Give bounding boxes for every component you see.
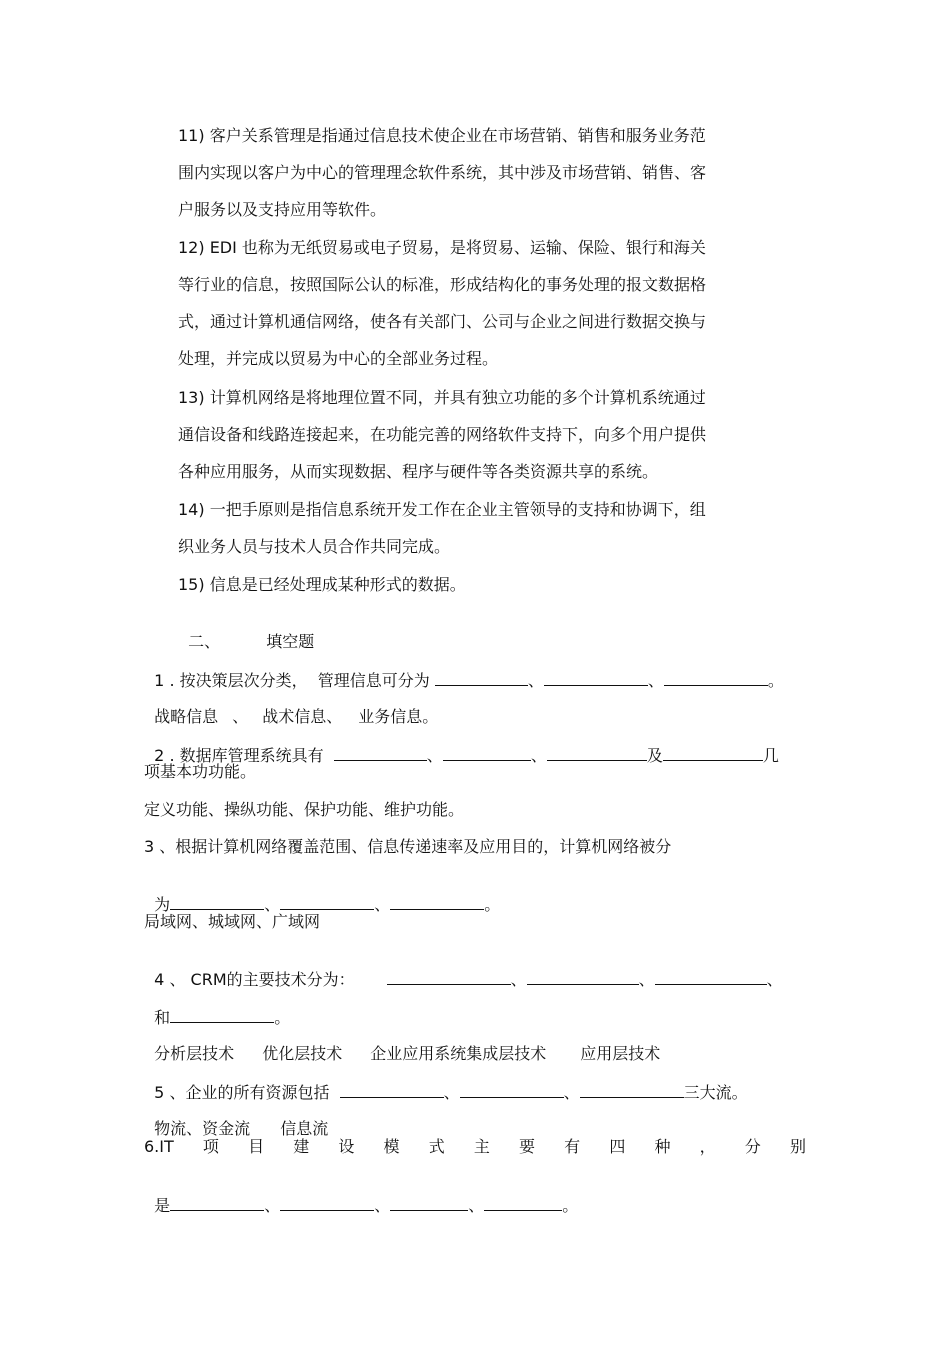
question-6-token: 模 <box>383 1137 400 1156</box>
question-6-token: 建 <box>293 1137 310 1156</box>
blank-field <box>435 670 528 686</box>
question-2-continued: 项基本功功能。 <box>144 762 257 781</box>
question-6-token: 分 <box>744 1137 761 1156</box>
line-end: 三大流。 <box>683 1083 748 1102</box>
question-6-continued <box>144 1175 579 1215</box>
answer-part: 信息流 <box>280 1119 329 1138</box>
separator: 、 <box>530 746 547 765</box>
question-4 <box>144 949 783 989</box>
question-3-continued <box>144 874 501 914</box>
statement-11-line-3: 户服务以及支持应用等软件。 <box>178 200 387 219</box>
question-5 <box>144 1062 748 1102</box>
answer-2: 定义功能、操纵功能、保护功能、维护功能。 <box>144 800 465 819</box>
answer-5 <box>144 1099 329 1138</box>
blank-field <box>460 1082 564 1098</box>
statement-13-line-2: 通信设备和线路连接起来，在功能完善的网络软件支持下，向多个用户提供 <box>178 425 707 444</box>
question-4-prefix: 和 <box>154 1008 171 1027</box>
question-5-text: 5 、企业的所有资源包括 <box>154 1083 340 1102</box>
statement-11-line-1: 11) 客户关系管理是指通过信息技术使企业在市场营销、销售和服务业务范 <box>178 126 706 145</box>
blank-field <box>390 1195 468 1211</box>
question-6-prefix: 是 <box>154 1196 171 1215</box>
line-end: 。 <box>767 671 784 690</box>
answer-1 <box>144 687 439 726</box>
blank-field <box>340 1082 444 1098</box>
question-6-token: 6.IT <box>144 1137 174 1156</box>
statement-11-line-2: 围内实现以客户为中心的管理理念软件系统，其中涉及市场营销、销售、客 <box>178 163 707 182</box>
blank-field <box>170 894 264 910</box>
statement-12-line-3: 式，通过计算机通信网络，使各有关部门、公司与企业之间进行数据交换与 <box>178 312 707 331</box>
answer-4 <box>144 1024 661 1063</box>
question-6-token: 设 <box>338 1137 355 1156</box>
section-title: 填空题 <box>266 632 315 651</box>
separator: 、 <box>264 1196 281 1215</box>
line-end: 、 <box>766 970 783 989</box>
blank-field <box>170 1195 264 1211</box>
separator: 、 <box>638 970 655 989</box>
question-6-token: 别 <box>789 1137 806 1156</box>
separator: 、 <box>374 895 391 914</box>
line-end: 。 <box>562 1196 579 1215</box>
separator: 、 <box>647 671 664 690</box>
statement-13-line-1: 13) 计算机网络是将地理位置不同，并具有独立功能的多个计算机系统通过 <box>178 388 706 407</box>
separator: 、 <box>527 671 544 690</box>
blank-field <box>544 670 648 686</box>
blank-field <box>527 969 639 985</box>
answer-part: 业务信息。 <box>358 707 439 726</box>
question-2 <box>144 725 779 765</box>
question-6 <box>144 1137 806 1157</box>
blank-field <box>170 1007 274 1023</box>
answer-part: 企业应用系统集成层技术 <box>370 1044 547 1063</box>
blank-field <box>390 894 484 910</box>
question-6-token: 种 <box>654 1137 671 1156</box>
statement-12-line-1: 12) EDI 也称为无纸贸易或电子贸易，是将贸易、运输、保险、银行和海关 <box>178 238 706 257</box>
question-6-token: 有 <box>564 1137 581 1156</box>
statement-12-line-2: 等行业的信息，按照国际公认的标准，形成结构化的事务处理的报文数据格 <box>178 275 707 294</box>
blank-field <box>664 670 768 686</box>
question-6-token: ， <box>699 1137 716 1156</box>
question-1 <box>144 650 784 690</box>
separator: 、 <box>426 746 443 765</box>
line-end: 。 <box>484 895 501 914</box>
question-2-text: 2 . 数据库管理系统具有 <box>154 746 334 765</box>
blank-field <box>484 1195 562 1211</box>
blank-field <box>580 1082 684 1098</box>
answer-part: 、 <box>232 707 249 726</box>
blank-field <box>387 969 511 985</box>
blank-field <box>655 969 767 985</box>
section-number: 二、 <box>188 632 221 651</box>
separator: 、 <box>443 1083 460 1102</box>
separator: 、 <box>374 1196 391 1215</box>
question-6-token: 目 <box>248 1137 265 1156</box>
question-6-token: 项 <box>202 1137 219 1156</box>
answer-part: 优化层技术 <box>262 1044 343 1063</box>
answer-3: 局域网、城域网、广域网 <box>144 912 321 931</box>
question-6-token: 四 <box>609 1137 626 1156</box>
line-end: 。 <box>274 1008 291 1027</box>
blank-field <box>663 745 763 761</box>
statement-13-line-3: 各种应用服务，从而实现数据、程序与硬件等各类资源共享的系统。 <box>178 462 659 481</box>
statement-12-line-4: 处理，并完成以贸易为中心的全部业务过程。 <box>178 349 499 368</box>
blank-field <box>280 894 374 910</box>
separator: 、 <box>510 970 527 989</box>
blank-field <box>334 745 427 761</box>
statement-15-line-1: 15) 信息是已经处理成某种形式的数据。 <box>178 575 466 594</box>
answer-part: 应用层技术 <box>580 1044 661 1063</box>
question-3: 3 、根据计算机网络覆盖范围、信息传递速率及应用目的，计算机网络被分 <box>144 837 672 856</box>
separator: 、 <box>264 895 281 914</box>
question-4-continued <box>144 987 291 1027</box>
separator: 及 <box>646 746 663 765</box>
answer-part: 战术信息、 <box>262 707 343 726</box>
answer-part: 分析层技术 <box>154 1044 235 1063</box>
question-1-text: 1 . 按决策层次分类， 管理信息可分为 <box>154 671 435 690</box>
statement-14-line-2: 织业务人员与技术人员合作共同完成。 <box>178 537 451 556</box>
question-3-prefix: 为 <box>154 895 171 914</box>
answer-part: 战略信息 <box>154 707 219 726</box>
blank-field <box>443 745 531 761</box>
separator: 、 <box>563 1083 580 1102</box>
section-heading <box>178 612 315 651</box>
line-end: 几 <box>762 746 779 765</box>
blank-field <box>547 745 647 761</box>
statement-14-line-1: 14) 一把手原则是指信息系统开发工作在企业主管领导的支持和协调下，组 <box>178 500 706 519</box>
separator: 、 <box>468 1196 485 1215</box>
question-6-token: 要 <box>519 1137 536 1156</box>
question-4-text: 4 、 CRM的主要技术分为： <box>154 970 355 989</box>
answer-part: 物流、资金流 <box>154 1119 251 1138</box>
question-6-token: 主 <box>473 1137 490 1156</box>
blank-field <box>280 1195 374 1211</box>
question-6-token: 式 <box>428 1137 445 1156</box>
